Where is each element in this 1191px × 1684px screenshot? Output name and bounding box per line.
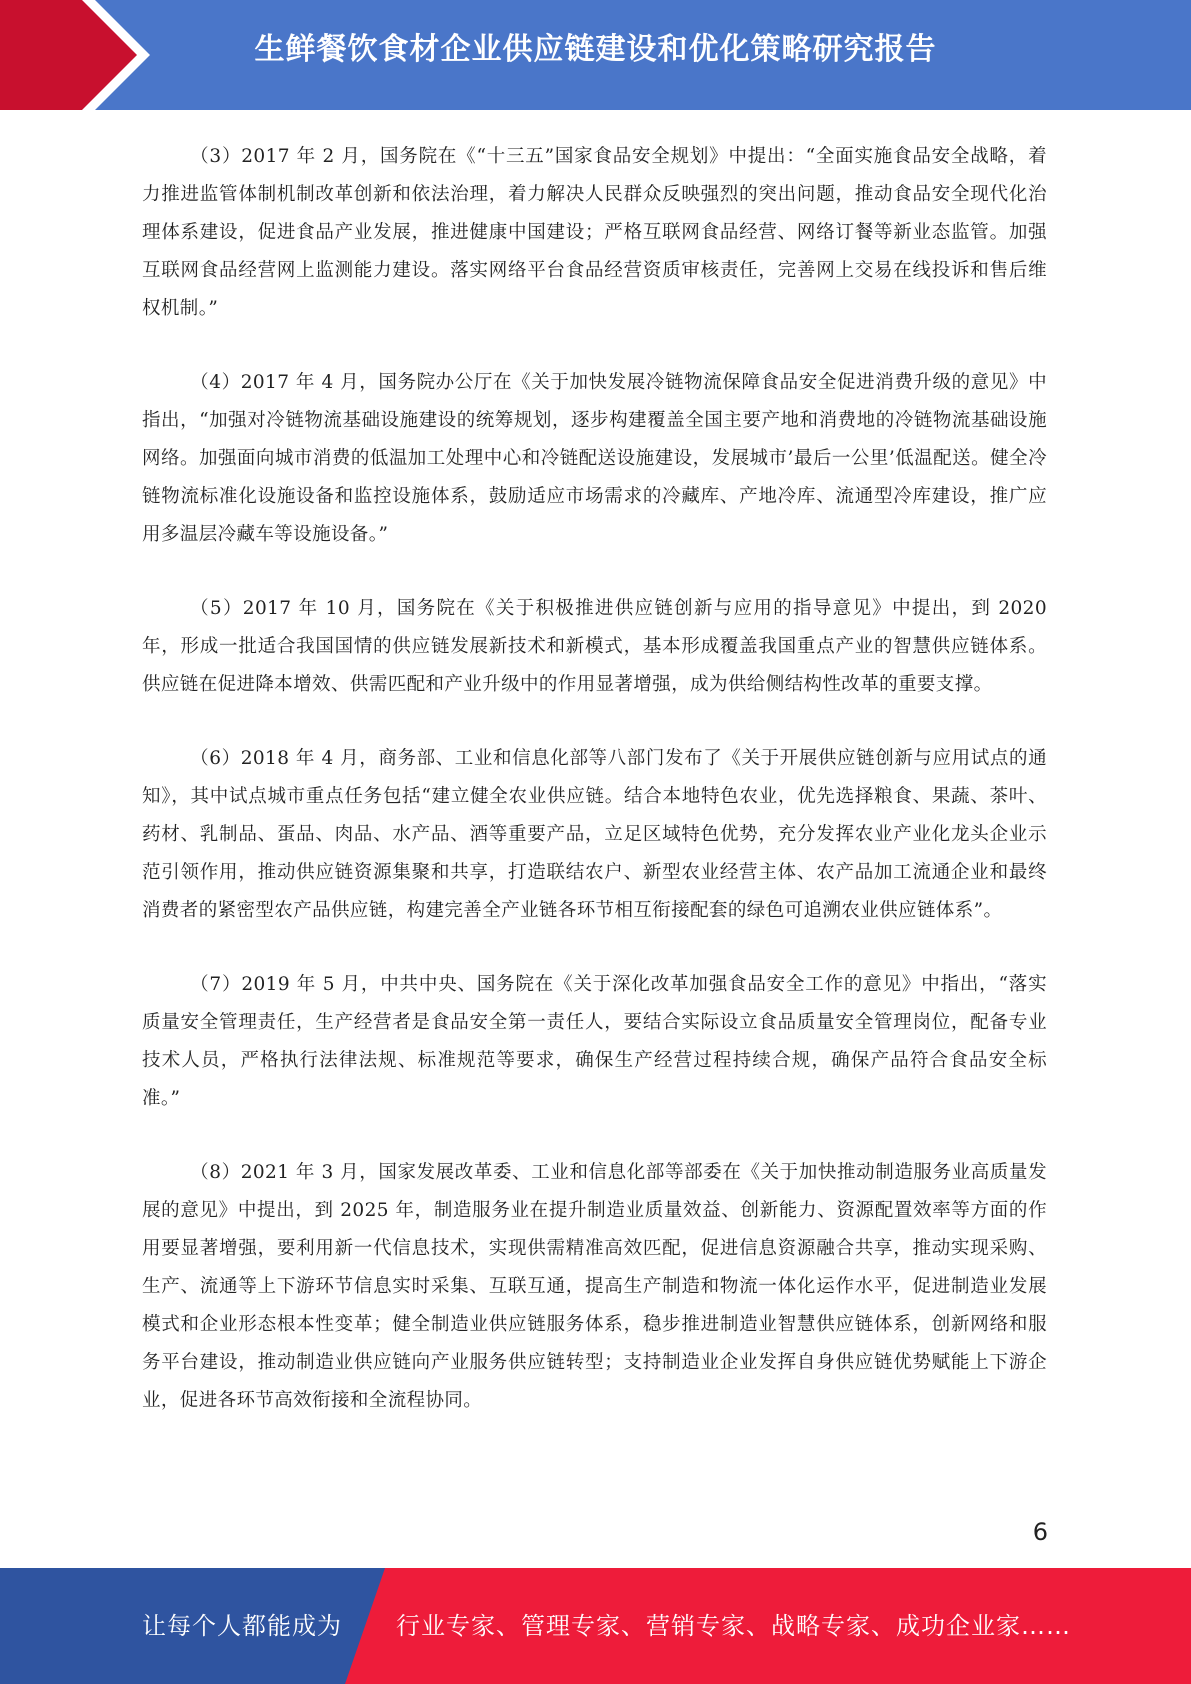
footer-slogan-right: 行业专家、管理专家、营销专家、战略专家、成功企业家…… (396, 1612, 1071, 1640)
page-footer (0, 1568, 1191, 1684)
paragraph: （6）2018 年 4 月，商务部、工业和信息化部等八部门发布了《关于开展供应链创新与应用试点的通知》，其中试点城市重点任务包括“建立健全农业供应链。结合本地特色农业，优先选择粮食、果蔬、茶叶、药材、乳制品、蛋品、肉品、水产品、酒等重要产品，立足区域特色优势，充分发挥农业产业化龙头企业示范引领作用，推动供应链资源集聚和共享，打造联结农户、新型农业经营主体、农产品加工流通企业和最终消费者的紧密型农产品供应链，构建完善全产业链各环节相互衔接配套的绿色可追溯农业供应链体系”。 (142, 748, 1047, 921)
document-body (142, 138, 1047, 1456)
paragraph: （3）2017 年 2 月，国务院在《“十三五”国家食品安全规划》中提出：“全面实施食品安全战略，着力推进监管体制机制改革创新和依法治理，着力解决人民群众反映强烈的突出问题，推动食品安全现代化治理体系建设，促进食品产业发展，推进健康中国建设；严格互联网食品经营、网络订餐等新业态监管。加强互联网食品经营网上监测能力建设。落实网络平台食品经营资质审核责任，完善网上交易在线投诉和售后维权机制。” (142, 146, 1047, 319)
paragraph: （8）2021 年 3 月，国家发展改革委、工业和信息化部等部委在《关于加快推动制造服务业高质量发展的意见》中提出，到 2025 年，制造服务业在提升制造业质量效益、创新能力、资源配置效率等方面的作用要显著增强，要利用新一代信息技术，实现供需精准高效匹配，促进信息资源融合共享，推动实现采购、生产、流通等上下游环节信息实时采集、互联互通，提高生产制造和物流一体化运作水平，促进制造业发展模式和企业形态根本性变革；健全制造业供应链服务体系，稳步推进制造业智慧供应链体系，创新网络和服务平台建设，推动制造业供应链向产业服务供应链转型；支持制造业企业发挥自身供应链优势赋能上下游企业，促进各环节高效衔接和全流程协同。 (142, 1162, 1047, 1411)
paragraph: （5）2017 年 10 月，国务院在《关于积极推进供应链创新与应用的指导意见》中提出，到 2020 年，形成一批适合我国国情的供应链发展新技术和新模式，基本形成覆盖我国重点产业的智慧供应链体系。供应链在促进降本增效、供需匹配和产业升级中的作用显著增强，成为供给侧结构性改革的重要支撑。 (142, 598, 1047, 695)
page-header (0, 0, 1191, 110)
report-title: 生鲜餐饮食材企业供应链建设和优化策略研究报告 (254, 32, 937, 67)
footer-slogan-left: 让每个人都能成为 (142, 1612, 342, 1640)
page-number: 6 (1032, 1518, 1048, 1546)
paragraph: （4）2017 年 4 月，国务院办公厅在《关于加快发展冷链物流保障食品安全促进消费升级的意见》中指出，“加强对冷链物流基础设施建设的统筹规划，逐步构建覆盖全国主要产地和消费地的冷链物流基础设施网络。加强面向城市消费的低温加工处理中心和冷链配送设施建设，发展城市’最后一公里’低温配送。健全冷链物流标准化设施设备和监控设施体系，鼓励适应市场需求的冷藏库、产地冷库、流通型冷库建设，推广应用多温层冷藏车等设施设备。” (142, 372, 1047, 545)
paragraph: （7）2019 年 5 月，中共中央、国务院在《关于深化改革加强食品安全工作的意见》中指出，“落实质量安全管理责任，生产经营者是食品安全第一责任人，要结合实际设立食品质量安全管理岗位，配备专业技术人员，严格执行法律法规、标准规范等要求，确保生产经营过程持续合规，确保产品符合食品安全标准。” (142, 974, 1047, 1109)
